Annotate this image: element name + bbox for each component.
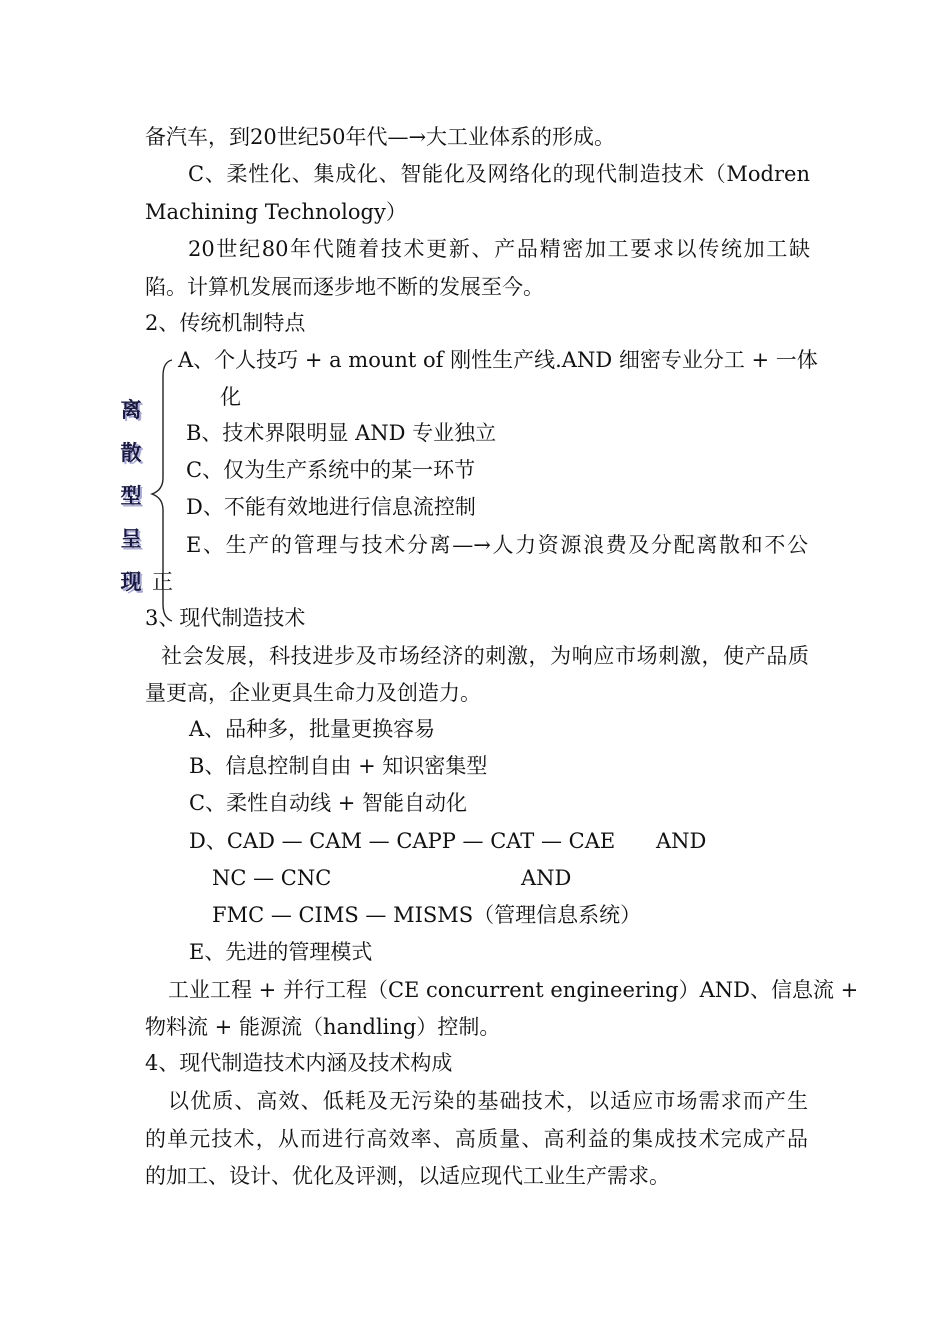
list-item: E、先进的管理模式 [189, 940, 373, 964]
section-heading: 3、现代制造技术 [145, 606, 306, 630]
section-heading: 4、现代制造技术内涵及技术构成 [145, 1051, 453, 1075]
side-label-char: 呈 [120, 527, 142, 551]
list-item: C、仅为生产系统中的某一环节 [186, 458, 476, 482]
paragraph-line: 陷。计算机发展而逐步地不断的发展至今。 [145, 275, 544, 299]
list-item: A、品种多，批量更换容易 [189, 717, 436, 741]
paragraph-line: C、柔性化、集成化、智能化及网络化的现代制造技术（Modren [188, 162, 810, 186]
paragraph-line: 工业工程 + 并行工程（CE concurrent engineering）AND、信息流 + [168, 978, 859, 1002]
paragraph-line: Machining Technology） [145, 200, 407, 224]
list-item: B、技术界限明显 AND 专业独立 [186, 421, 497, 445]
list-item-continuation: 化 [220, 385, 241, 409]
side-label-char: 散 [120, 441, 142, 465]
list-item-continuation: NC — CNC [212, 866, 332, 890]
side-label-char: 现 [120, 570, 142, 594]
paragraph-line: 备汽车，到20世纪50年代—→大工业体系的形成。 [145, 125, 616, 149]
paragraph-line: 的单元技术，从而进行高效率、高质量、高利益的集成技术完成产品 [145, 1127, 808, 1151]
list-item-continuation: 正 [152, 570, 173, 594]
and-label: AND [656, 829, 707, 853]
paragraph-line: 社会发展，科技进步及市场经济的刺激，为响应市场刺激，使产品质 [161, 644, 809, 668]
list-item: D、CAD — CAM — CAPP — CAT — CAE [189, 829, 616, 853]
list-item: A、个人技巧 + a mount of 刚性生产线.AND 细密专业分工 + 一体 [178, 348, 818, 372]
side-label-char: 型 [120, 484, 142, 508]
list-item: D、不能有效地进行信息流控制 [186, 495, 476, 519]
list-item-continuation: FMC — CIMS — MISMS（管理信息系统） [212, 903, 642, 927]
paragraph-line: 量更高，企业更具生命力及创造力。 [145, 681, 481, 705]
paragraph-line: 以优质、高效、低耗及无污染的基础技术，以适应市场需求而产生 [168, 1089, 808, 1113]
and-label: AND [521, 866, 572, 890]
list-item: B、信息控制自由 + 知识密集型 [189, 754, 488, 778]
section-heading: 2、传统机制特点 [145, 311, 306, 335]
paragraph-line: 物料流 + 能源流（handling）控制。 [145, 1015, 501, 1039]
list-item: C、柔性自动线 + 智能自动化 [189, 791, 468, 815]
paragraph-line: 20世纪80年代随着技术更新、产品精密加工要求以传统加工缺 [188, 237, 810, 261]
list-item: E、生产的管理与技术分离—→人力资源浪费及分配离散和不公 [186, 533, 808, 557]
paragraph-line: 的加工、设计、优化及评测，以适应现代工业生产需求。 [145, 1164, 670, 1188]
side-label-char: 离 [120, 398, 142, 422]
